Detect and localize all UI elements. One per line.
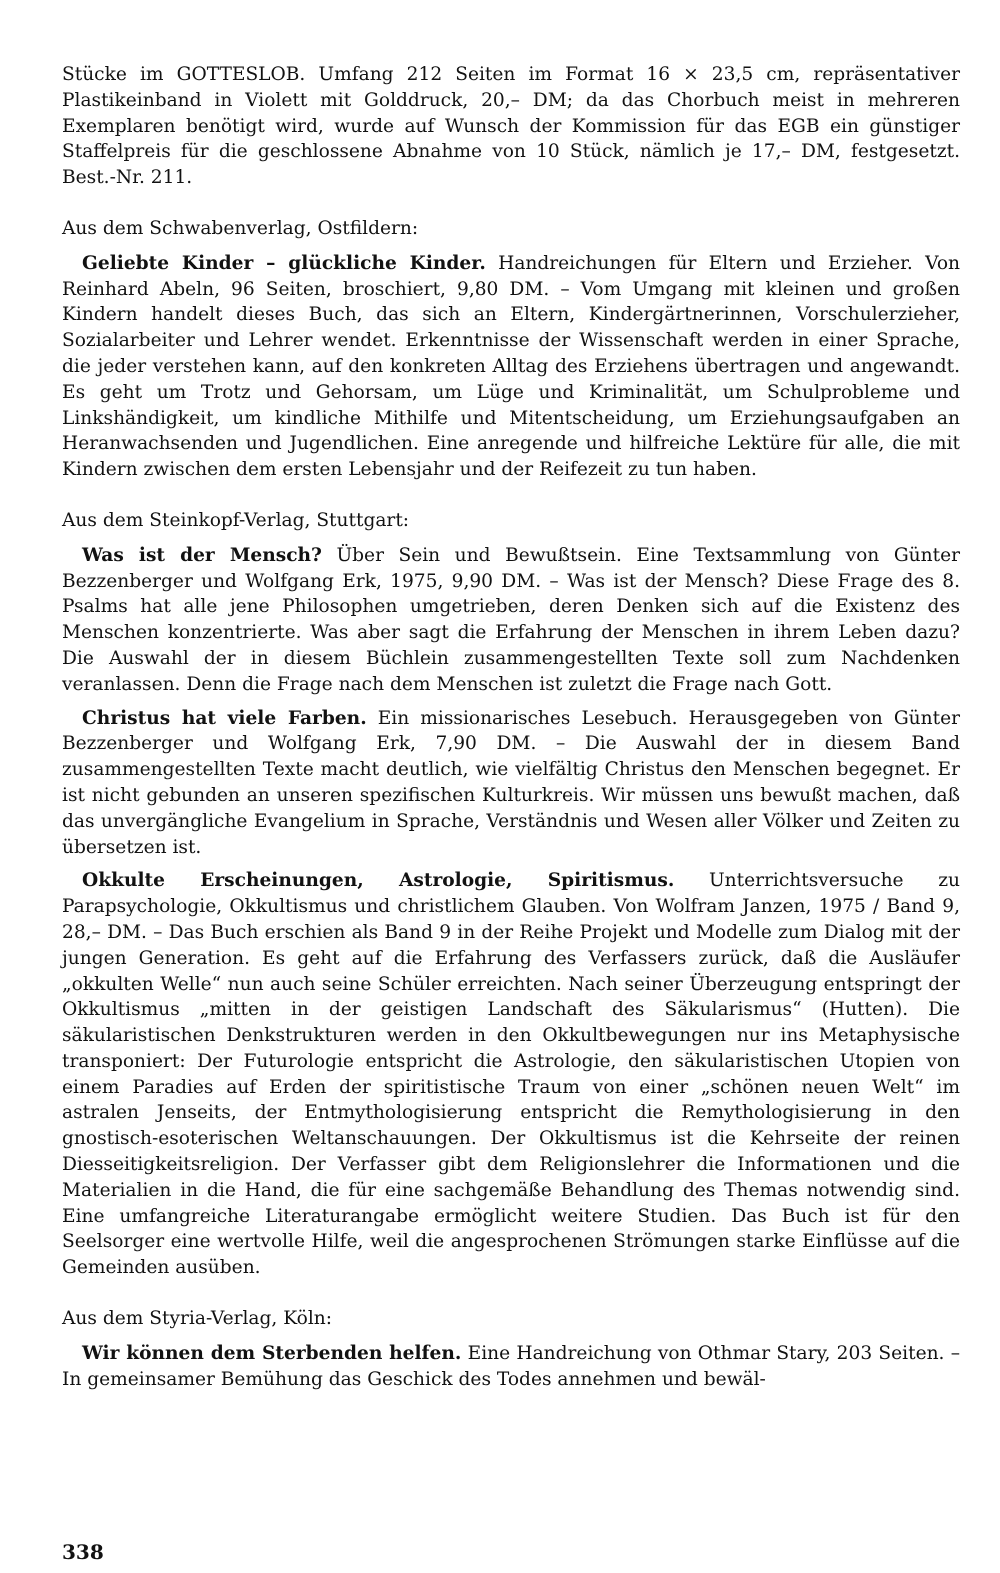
book-description: Eine Handreichung von Othmar Stary, 203 Seiten. – In gemeinsamer Bemühung das Geschick des Todes annehmen und bewäl- xyxy=(62,1342,961,1390)
publisher-heading: Aus dem Styria-Verlag, Köln: xyxy=(62,1308,333,1330)
book-description: Ein missionarisches Lesebuch. Herausgegeben von Günter Bezzenberger und Wolfgang Erk, 7,90 DM. – Die Auswahl der in diesem Band zusammengestellten Texte macht deutlich, wie vielfältig Christus den Menschen begegnet. Er ist nicht gebunden an unseren spezifischen Kulturkreis. Wir müssen uns bewußt machen, daß das unvergängliche Evangelium in Sprache, Verständnis und Wesen aller Völker und Zeiten zu übersetzen ist. xyxy=(62,707,960,858)
book-description: Handreichungen für Eltern und Erzieher. Von Reinhard Abeln, 96 Seiten, broschiert, 9,80 DM. – Vom Umgang mit kleinen und großen Kindern handelt dieses Buch, das sich an Eltern, Kindergärtnerinnen, Vorschulerzieher, Sozialarbeiter und Lehrer wendet. Erkenntnisse der Wissenschaft werden in einer Sprache, die jeder verstehen kann, auf den konkreten Alltag des Erziehens übertragen und angewandt. Es geht um Trotz und Gehorsam, um Lüge und Kriminalität, um Schulprobleme und Linkshändigkeit, um kindliche Mithilfe und Mitentscheidung, um Erziehungsaufgaben an Heranwachsenden und Jugendlichen. Eine anregende und hilfreiche Lektüre für alle, die mit Kindern zwischen dem ersten Lebensjahr und der Reifezeit zu tun haben. xyxy=(62,252,960,481)
intro-paragraph: Stücke im GOTTESLOB. Umfang 212 Seiten im Format 16 × 23,5 cm, repräsentativer Plastikeinband in Violett mit Golddruck, 20,– DM; da das Chorbuch meist in mehreren Exemplaren benötigt wird, wurde auf Wunsch der Kommission für das EGB ein günstiger Staffelpreis für die geschlossene Abnahme von 10 Stück, nämlich je 17,– DM, festgesetzt. Best.-Nr. 211. xyxy=(62,64,960,189)
book-entry xyxy=(62,868,960,1281)
book-title: Okkulte Erscheinungen, Astrologie, Spiritismus. xyxy=(82,870,675,892)
book-title: Geliebte Kinder – glückliche Kinder. xyxy=(82,252,486,274)
book-title: Wir können dem Sterbenden helfen. xyxy=(82,1342,462,1364)
page-number: 338 xyxy=(62,1540,104,1564)
book-entry xyxy=(62,1341,960,1393)
book-title: Was ist der Mensch? xyxy=(82,544,322,566)
publisher-heading: Aus dem Steinkopf-Verlag, Stuttgart: xyxy=(62,509,410,531)
publisher-heading: Aus dem Schwabenverlag, Ostfildern: xyxy=(62,217,419,239)
book-entry xyxy=(62,706,960,861)
book-title: Christus hat viele Farben. xyxy=(82,707,367,729)
document-page xyxy=(62,62,960,1392)
book-entry xyxy=(62,251,960,483)
book-description: Über Sein und Bewußtsein. Eine Textsammlung von Günter Bezzenberger und Wolfgang Erk, 1975, 9,90 DM. – Was ist der Mensch? Diese Frage des 8. Psalms hat alle jene Philosophen umgetrieben, deren Denken sich auf die Existenz des Menschen konzentrierte. Was aber sagt die Erfahrung der Menschen in ihrem Leben dazu? Die Auswahl der in diesem Büchlein zusammengestellten Texte soll zum Nachdenken veranlassen. Denn die Frage nach dem Menschen ist zuletzt die Frage nach Gott. xyxy=(62,544,960,695)
book-description: Unterrichtsversuche zu Parapsychologie, Okkultismus und christlichem Glauben. Von Wolfram Janzen, 1975 / Band 9, 28,– DM. – Das Buch erschien als Band 9 in der Reihe Projekt und Modelle zum Dialog mit der jungen Generation. Es geht auf die Erfahrung des Verfassers zurück, daß die Ausläufer „okkulten Welle“ nun auch seine Schüler erreichten. Nach seiner Überzeugung entspringt der Okkultismus „mitten in der geistigen Landschaft des Säkularismus“ (Hutten). Die säkularistischen Denkstrukturen werden in den Okkultbewegungen nur ins Metaphysische transponiert: Der Futurologie entspricht die Astrologie, den säkularistischen Utopien von einem Paradies auf Erden der spiritistische Traum von einer „schönen neuen Welt“ im astralen Jenseits, der Entmythologisierung entspricht die Remythologisierung in den gnostisch-esoterischen Weltanschauungen. Der Okkultismus ist die Kehrseite der reinen Diesseitigkeitsreligion. Der Verfasser gibt dem Religionslehrer die Informationen und die Materialien in die Hand, die für eine sachgemäße Behandlung des Themas notwendig sind. Eine umfangreiche Literaturangabe ermöglicht weitere Studien. Das Buch ist für den Seelsorger eine wertvolle Hilfe, weil die angesprochenen Strömungen starke Einflüsse auf die Gemeinden ausüben. xyxy=(62,870,960,1279)
book-entry xyxy=(62,543,960,698)
